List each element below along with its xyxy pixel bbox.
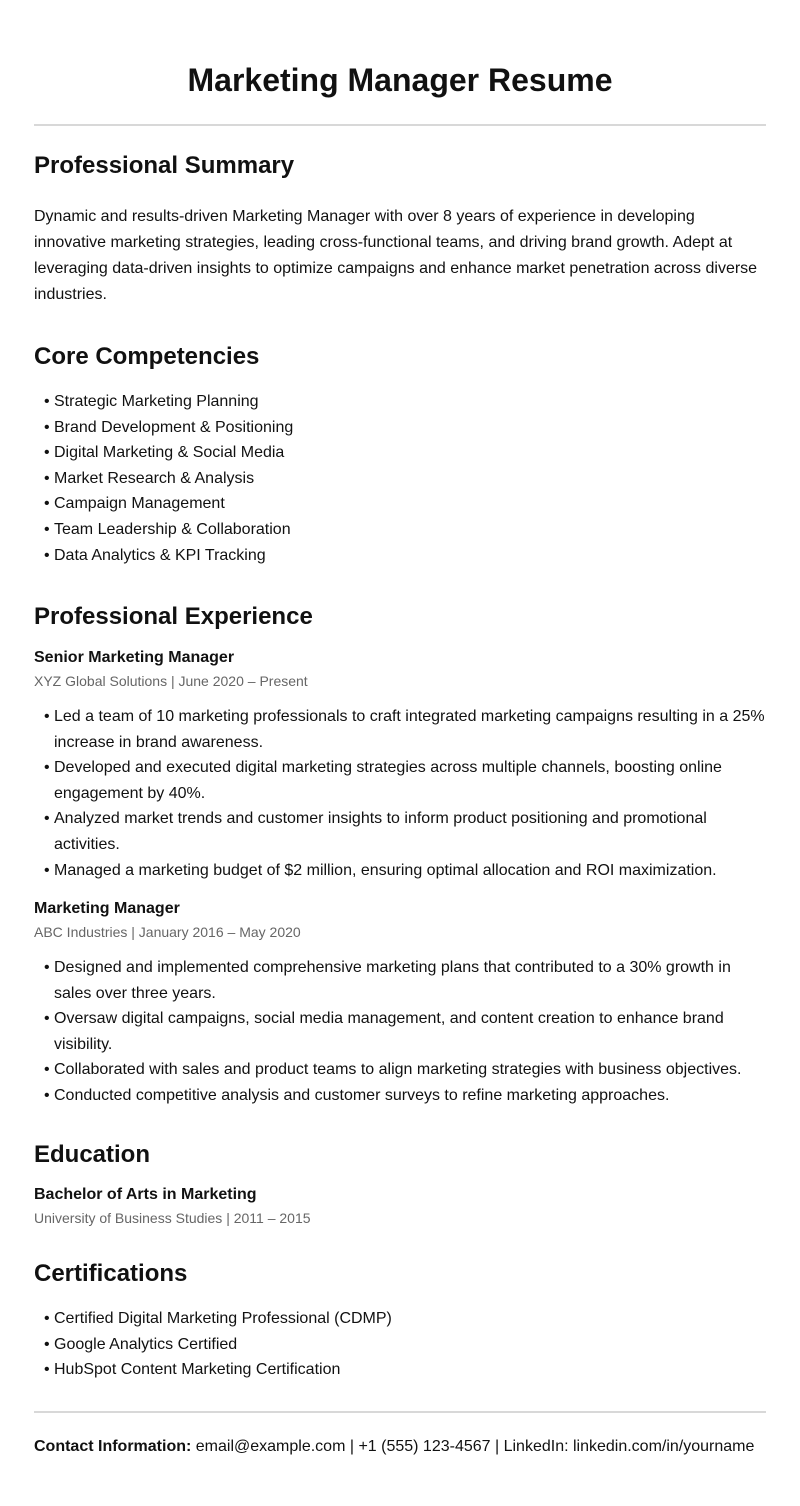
bullet-icon: • bbox=[44, 1010, 50, 1028]
bullet-icon: • bbox=[44, 469, 50, 487]
bullet-icon: • bbox=[44, 1361, 50, 1379]
bullet-icon: • bbox=[44, 959, 50, 977]
list-item: • Managed a marketing budget of $2 million, ensuring optimal allocation and ROI maximization. bbox=[44, 858, 766, 884]
certifications-section bbox=[34, 1260, 766, 1383]
job-bullets bbox=[34, 955, 766, 1109]
experience-section bbox=[34, 603, 766, 1109]
summary-heading: Professional Summary bbox=[34, 152, 295, 180]
list-item: • Certified Digital Marketing Professional (CDMP) bbox=[44, 1306, 766, 1332]
bullet-icon: • bbox=[44, 810, 50, 828]
list-item: • Conducted competitive analysis and customer surveys to refine marketing approaches. bbox=[44, 1083, 766, 1109]
bullet-icon: • bbox=[44, 759, 50, 777]
list-item: • Developed and executed digital marketing strategies across multiple channels, boosting online engagement by 40%. bbox=[44, 755, 766, 806]
page-title: Marketing Manager Resume bbox=[34, 0, 766, 126]
list-item: • Collaborated with sales and product teams to align marketing strategies with business objectives. bbox=[44, 1057, 766, 1083]
experience-heading: Professional Experience bbox=[34, 603, 313, 631]
competencies-section bbox=[34, 343, 766, 568]
summary-text: Dynamic and results-driven Marketing Manager with over 8 years of experience in developing innovative marketing strategies, leading cross-functional teams, and driving brand growth. Adept at leveraging data-driven insights to optimize campaigns and enhance market penetration across diverse industries. bbox=[34, 208, 758, 304]
certifications-heading: Certifications bbox=[34, 1260, 188, 1288]
bullet-icon: • bbox=[44, 418, 50, 436]
degree-title: Bachelor of Arts in Marketing bbox=[34, 1186, 257, 1204]
list-item: • Digital Marketing & Social Media bbox=[44, 440, 766, 466]
list-item: • Google Analytics Certified bbox=[44, 1332, 766, 1358]
certifications-list bbox=[34, 1306, 766, 1383]
education-meta: University of Business Studies | 2011 – 2015 bbox=[34, 1210, 311, 1227]
list-item: • Team Leadership & Collaboration bbox=[44, 517, 766, 543]
bullet-icon: • bbox=[44, 520, 50, 538]
summary-section bbox=[34, 152, 766, 308]
job-entry bbox=[34, 899, 766, 1109]
bullet-icon: • bbox=[44, 546, 50, 564]
bullet-icon: • bbox=[44, 392, 50, 410]
bullet-icon: • bbox=[44, 707, 50, 725]
list-item: • Analyzed market trends and customer insights to inform product positioning and promotional activities. bbox=[44, 806, 766, 857]
list-item: • Campaign Management bbox=[44, 491, 766, 517]
list-item: • Led a team of 10 marketing professionals to craft integrated marketing campaigns resulting in a 25% increase in brand awareness. bbox=[44, 704, 766, 755]
job-meta: XYZ Global Solutions | June 2020 – Present bbox=[34, 672, 308, 689]
bullet-icon: • bbox=[44, 495, 50, 513]
contact-details: email@example.com | +1 (555) 123-4567 | LinkedIn: linkedin.com/in/yourname bbox=[191, 1438, 755, 1456]
job-meta: ABC Industries | January 2016 – May 2020 bbox=[34, 924, 301, 941]
contact-footer bbox=[34, 1411, 766, 1457]
bullet-icon: • bbox=[44, 1087, 50, 1105]
job-bullets bbox=[34, 704, 766, 883]
job-entry bbox=[34, 648, 766, 883]
bullet-icon: • bbox=[44, 1310, 50, 1328]
list-item: • Strategic Marketing Planning bbox=[44, 389, 766, 415]
list-item: • HubSpot Content Marketing Certification bbox=[44, 1357, 766, 1383]
job-title: Senior Marketing Manager bbox=[34, 648, 235, 666]
list-item: • Oversaw digital campaigns, social media management, and content creation to enhance brand visibility. bbox=[44, 1006, 766, 1057]
contact-label: Contact Information: bbox=[34, 1438, 192, 1456]
job-title: Marketing Manager bbox=[34, 900, 180, 918]
education-heading: Education bbox=[34, 1140, 151, 1168]
list-item: • Designed and implemented comprehensive marketing plans that contributed to a 30% growth in sales over three years. bbox=[44, 955, 766, 1006]
bullet-icon: • bbox=[44, 444, 50, 462]
education-section bbox=[34, 1141, 766, 1229]
competencies-list bbox=[34, 389, 766, 568]
bullet-icon: • bbox=[44, 1335, 50, 1353]
competencies-heading: Core Competencies bbox=[34, 343, 260, 371]
list-item: • Market Research & Analysis bbox=[44, 466, 766, 492]
education-entry bbox=[34, 1185, 766, 1228]
bullet-icon: • bbox=[44, 1061, 50, 1079]
bullet-icon: • bbox=[44, 861, 50, 879]
list-item: • Brand Development & Positioning bbox=[44, 415, 766, 441]
list-item: • Data Analytics & KPI Tracking bbox=[44, 543, 766, 569]
